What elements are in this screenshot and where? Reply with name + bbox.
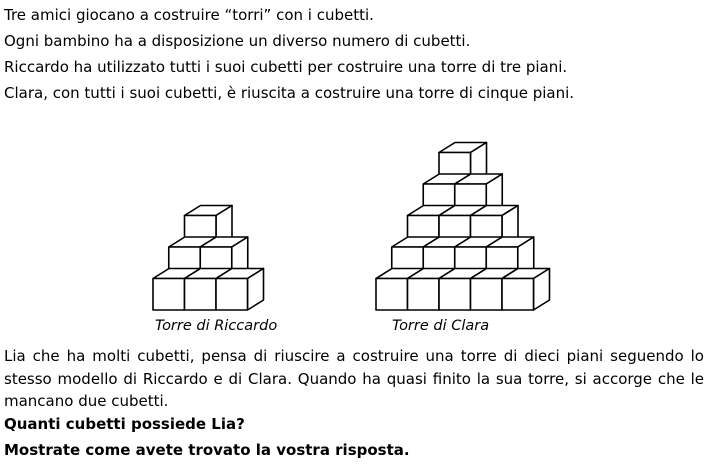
cube-front-face xyxy=(216,279,248,311)
towers-figure xyxy=(0,110,709,342)
cube-front-face xyxy=(376,279,408,311)
cube-front-face xyxy=(471,279,503,311)
caption-clara: Torre di Clara xyxy=(392,318,490,334)
cube-front-face xyxy=(502,279,534,311)
tower-clara-illustration xyxy=(376,143,550,311)
intro-line-2: Ogni bambino ha a disposizione un diverso numero di cubetti. xyxy=(4,32,471,50)
tower-riccardo-illustration xyxy=(153,206,264,311)
intro-line-3: Riccardo ha utilizzato tutti i suoi cubetti per costruire una torre di tre piani. xyxy=(4,58,568,76)
question-1: Quanti cubetti possiede Lia? xyxy=(4,415,245,433)
intro-line-1: Tre amici giocano a costruire “torri” con i cubetti. xyxy=(4,6,374,24)
question-2: Mostrate come avete trovato la vostra risposta. xyxy=(4,441,410,459)
cube-front-face xyxy=(185,279,217,311)
body-paragraph: Lia che ha molti cubetti, pensa di riuscire a costruire una torre di dieci piani seguendo lo stesso modello di Riccardo e di Clara. Quando ha quasi finito la sua torre, si accorge che le mancano due cubetti. xyxy=(4,347,704,410)
cube-front-face xyxy=(439,279,471,311)
cube-front-face xyxy=(153,279,185,311)
caption-riccardo: Torre di Riccardo xyxy=(155,318,278,334)
intro-line-4: Clara, con tutti i suoi cubetti, è riuscita a costruire una torre di cinque piani. xyxy=(4,84,575,102)
cube-front-face xyxy=(408,279,440,311)
